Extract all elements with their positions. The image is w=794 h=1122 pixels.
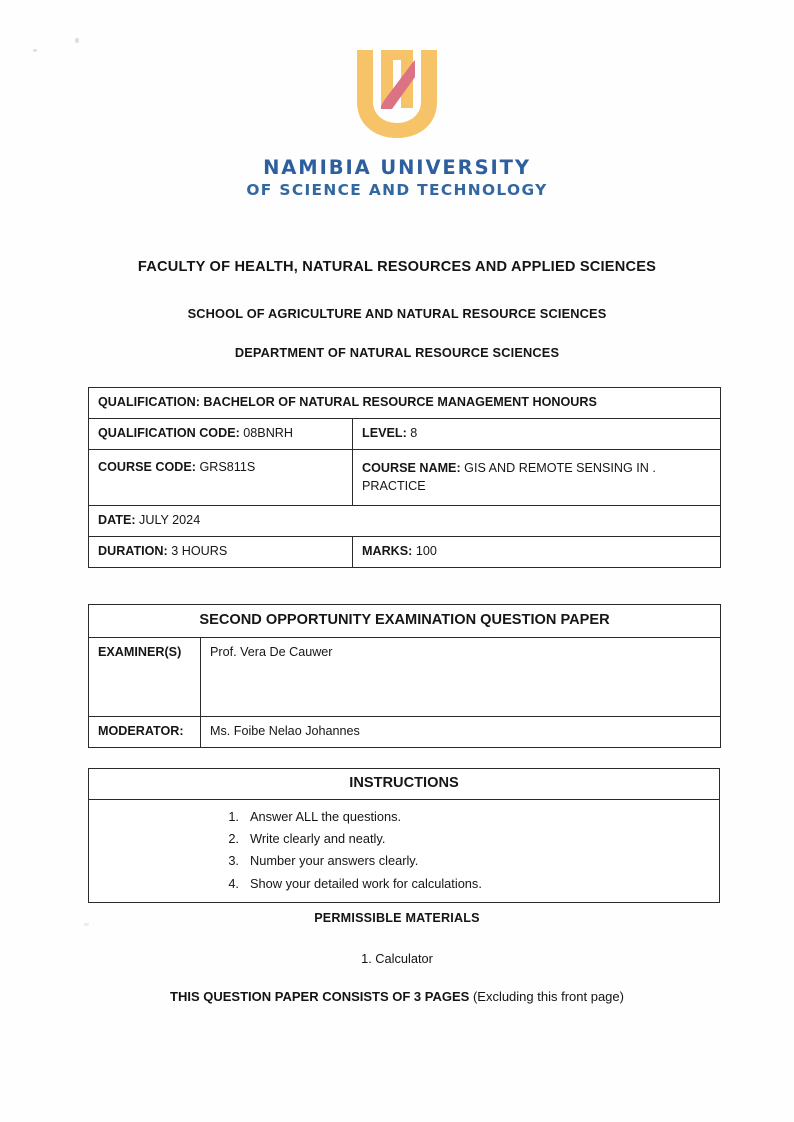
level-value: 8 (410, 425, 418, 440)
instructions-list (89, 806, 719, 895)
course-name-cell (353, 449, 721, 505)
permissible-materials-item: 1. Calculator (361, 951, 433, 966)
date-cell (89, 505, 721, 536)
duration-cell (89, 536, 353, 567)
department-heading: DEPARTMENT OF NATURAL RESOURCE SCIENCES (234, 345, 560, 360)
institution-name-line1: NAMIBIA UNIVERSITY (263, 156, 531, 179)
marks-value: 100 (415, 543, 437, 558)
instruction-text: Answer ALL the questions. (250, 808, 402, 824)
level-label: LEVEL: (362, 425, 407, 440)
list-item (89, 828, 719, 850)
examiner-label: EXAMINER(S) (89, 637, 201, 716)
qualification-label: QUALIFICATION: (98, 395, 200, 409)
course-code-value: GRS811S (199, 459, 256, 474)
table-row (89, 388, 721, 419)
school-heading: SCHOOL OF AGRICULTURE AND NATURAL RESOURCE SCIENCES (187, 306, 607, 321)
table-row (89, 536, 721, 567)
institution-wordmark (246, 156, 547, 199)
qualification-value: BACHELOR OF NATURAL RESOURCE MANAGEMENT HONOURS (203, 395, 597, 409)
table-row (89, 799, 720, 902)
marks-label: MARKS: (362, 543, 413, 558)
date-label: DATE: (98, 512, 136, 527)
qualification-code-label: QUALIFICATION CODE: (98, 425, 240, 440)
table-row (89, 716, 721, 747)
table-row (89, 769, 720, 800)
instruction-number: 2. (228, 831, 239, 847)
institution-name-line2: OF SCIENCE AND TECHNOLOGY (246, 181, 548, 199)
course-code-label: COURSE CODE: (98, 459, 196, 474)
course-code-cell (89, 449, 353, 505)
examiner-table (88, 604, 721, 748)
instruction-text: Number your answers clearly. (250, 853, 419, 869)
table-row (89, 637, 721, 716)
table-row (89, 505, 721, 536)
qualification-code-value: 08BNRH (243, 425, 293, 440)
exam-paper-title: SECOND OPPORTUNITY EXAMINATION QUESTION PAPER (89, 605, 721, 638)
moderator-value: Ms. Foibe Nelao Johannes (201, 716, 721, 747)
qualification-cell (89, 388, 721, 419)
instruction-number: 4. (228, 875, 239, 891)
date-value: JULY 2024 (139, 512, 201, 527)
faculty-heading: FACULTY OF HEALTH, NATURAL RESOURCES AND APPLIED SCIENCES (137, 259, 657, 275)
page-count-bold: THIS QUESTION PAPER CONSISTS OF 3 PAGES (170, 989, 470, 1004)
duration-value: 3 HOURS (171, 543, 228, 558)
examiner-value: Prof. Vera De Cauwer (201, 637, 721, 716)
instructions-title: INSTRUCTIONS (89, 769, 720, 800)
table-row (89, 605, 721, 638)
page-count-normal: (Excluding this front page) (469, 989, 624, 1004)
moderator-label: MODERATOR: (89, 716, 201, 747)
table-row (89, 449, 721, 505)
instruction-text: Write clearly and neatly. (250, 831, 386, 847)
instructions-table (88, 768, 720, 903)
list-item (89, 806, 719, 828)
instruction-number: 1. (228, 808, 239, 824)
level-cell (353, 418, 721, 449)
duration-label: DURATION: (98, 543, 168, 558)
permissible-materials-title: PERMISSIBLE MATERIALS (314, 911, 480, 925)
table-row (89, 418, 721, 449)
course-name-value: GIS AND REMOTE SENSING IN . PRACTICE (362, 460, 656, 493)
institution-logo-block (0, 46, 794, 199)
qualification-code-cell (89, 418, 353, 449)
list-item (89, 850, 719, 872)
marks-cell (353, 536, 721, 567)
instruction-number: 3. (228, 853, 239, 869)
page-count-note (0, 989, 794, 1004)
list-item (89, 872, 719, 894)
qualification-table (88, 387, 721, 568)
instruction-text: Show your detailed work for calculations. (250, 875, 482, 891)
scan-artifact-speck (75, 38, 79, 43)
course-name-label: COURSE NAME: (362, 460, 461, 475)
nust-shield-logo-icon (351, 46, 443, 142)
